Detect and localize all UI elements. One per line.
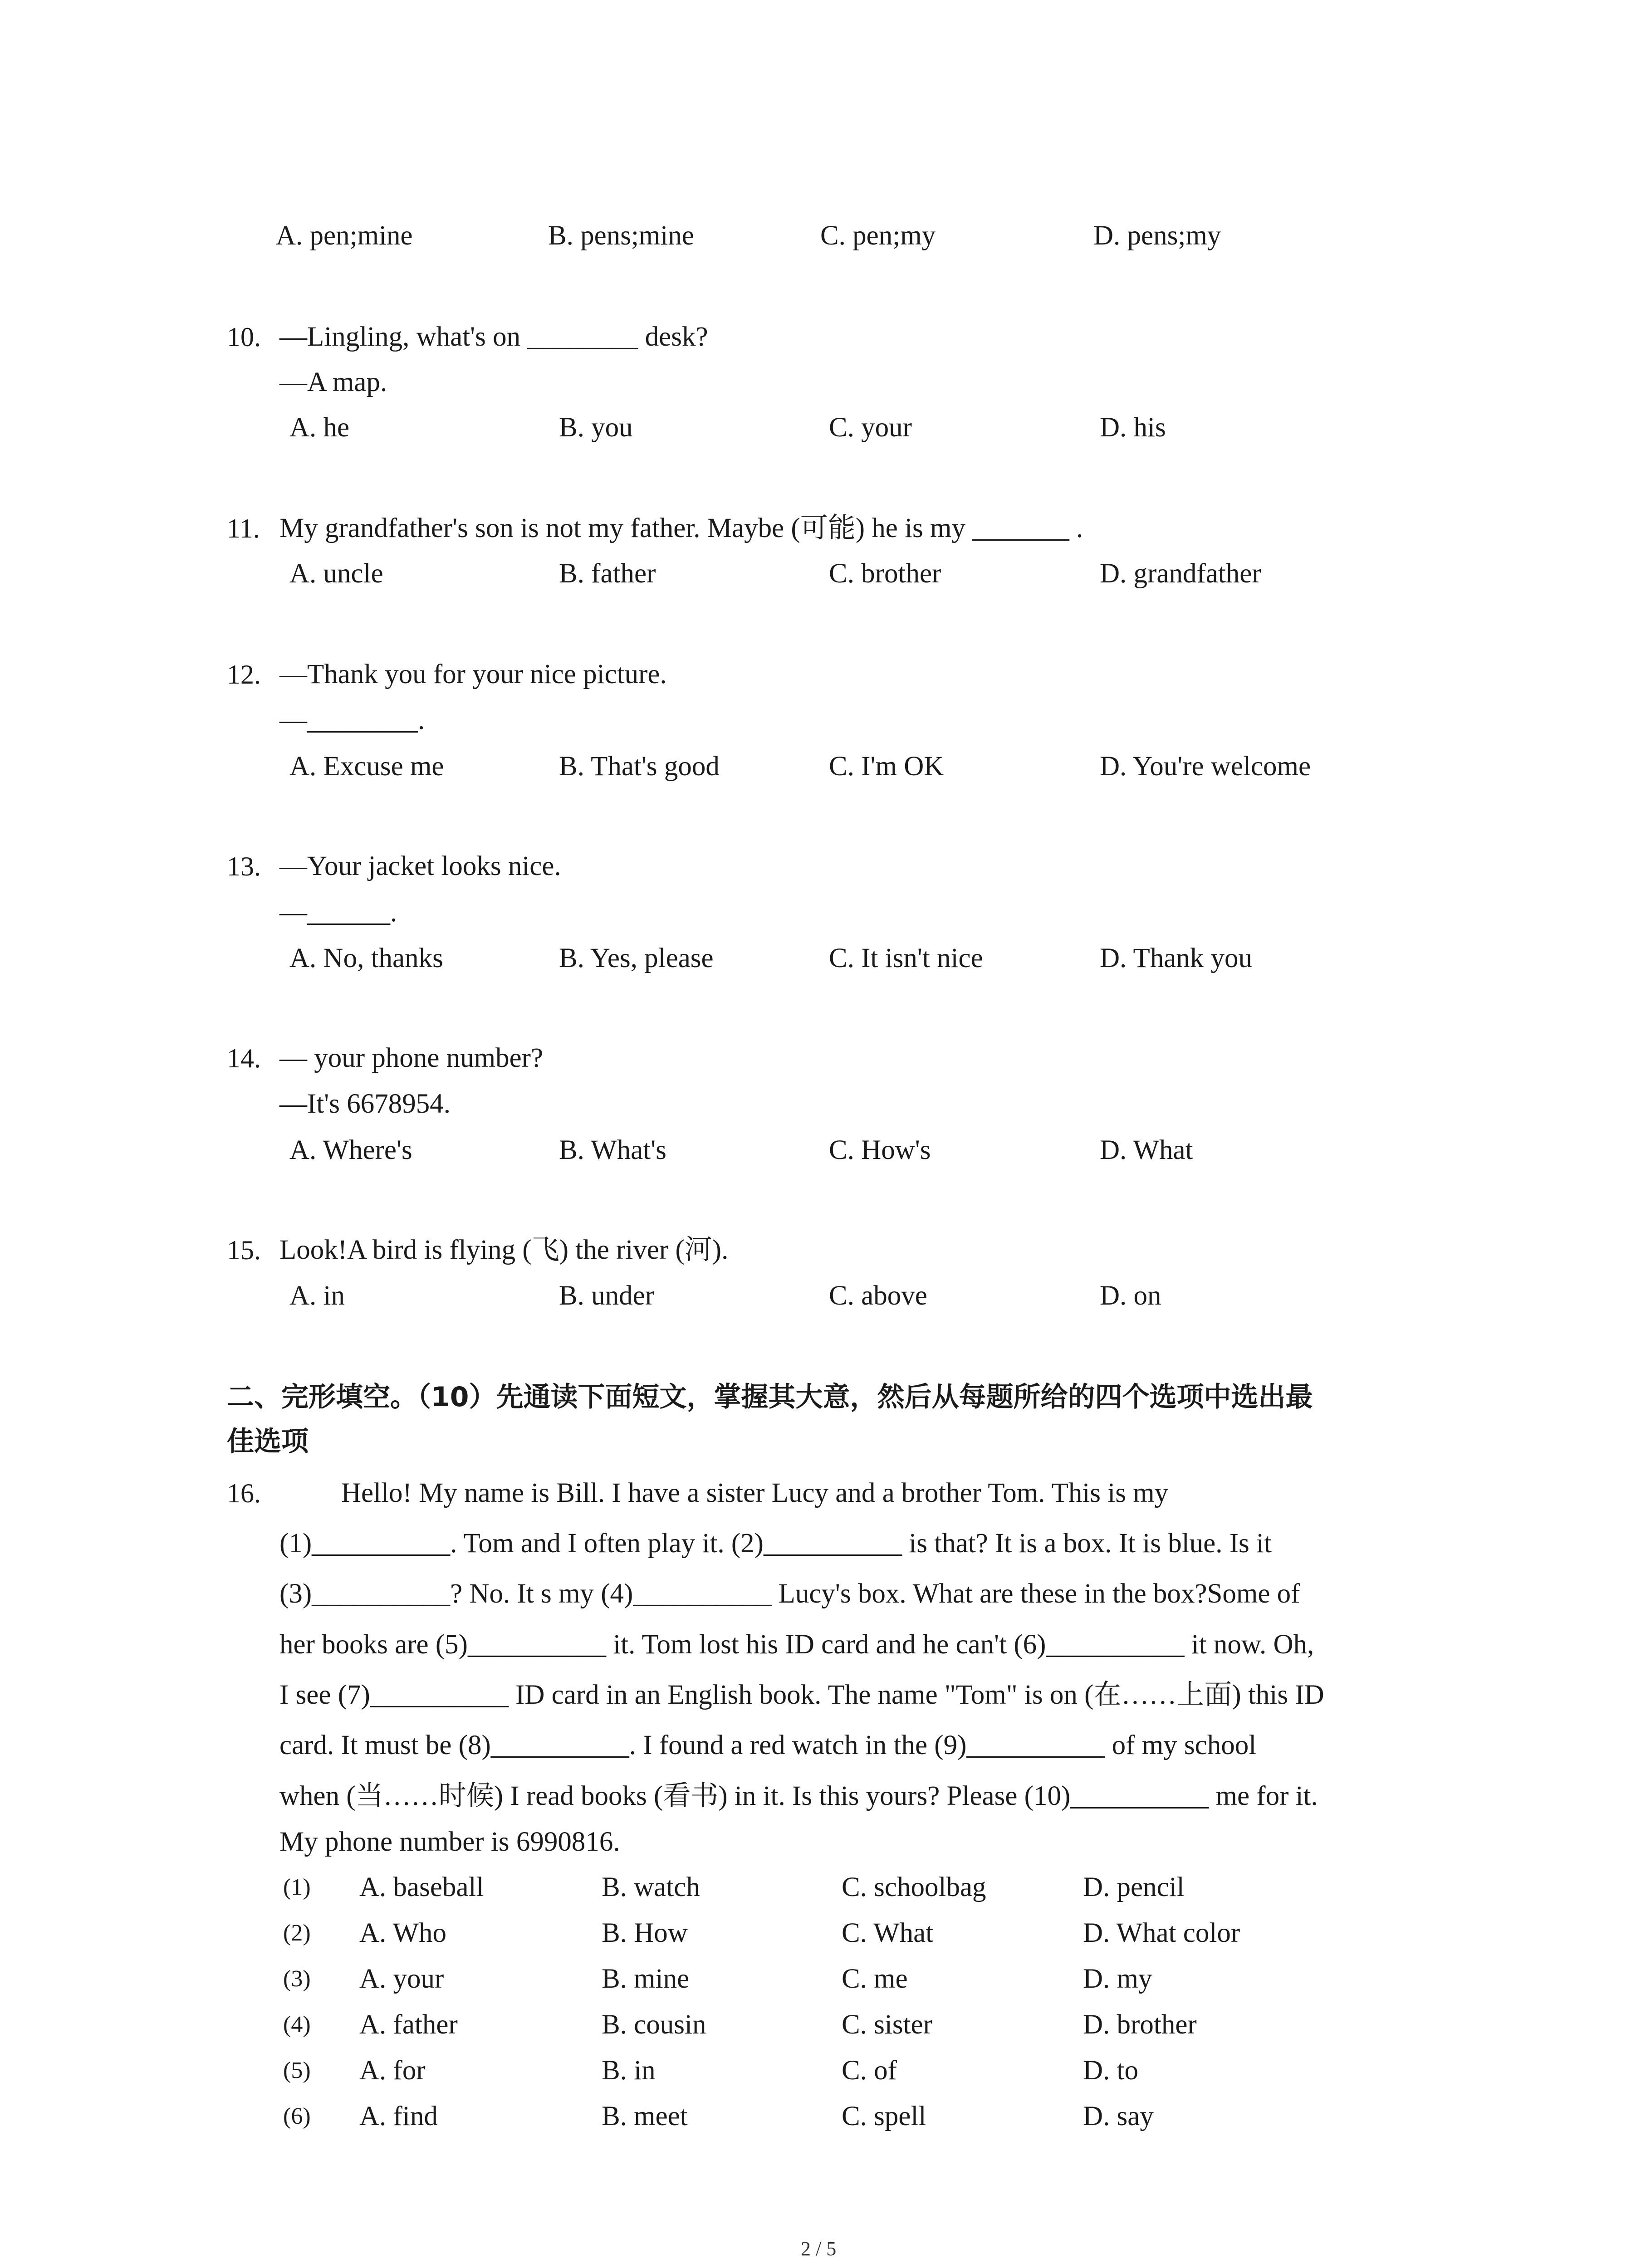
passage-line: Hello! My name is Bill. I have a sister Lucy and a brother Tom. This is my	[341, 1478, 1169, 1508]
question-stem: —Your jacket looks nice.	[279, 851, 561, 881]
option-d: D. on	[1100, 1281, 1161, 1311]
option-d: D. What	[1100, 1135, 1193, 1165]
question-stem: — your phone number?	[279, 1043, 544, 1073]
question-number: 15.	[227, 1235, 261, 1265]
q9-option-d: D. pens;my	[1093, 220, 1221, 251]
option-a: A. find	[359, 2101, 438, 2131]
option-c: C. above	[829, 1281, 927, 1311]
question-stem: Look!A bird is flying (飞) the river (河).	[279, 1235, 729, 1265]
option-c: C. brother	[829, 558, 941, 589]
item-number: (3)	[283, 1966, 311, 1992]
option-b: B. in	[602, 2055, 656, 2086]
option-b: B. under	[559, 1281, 655, 1311]
option-a: A. Where's	[289, 1135, 412, 1165]
item-number: (5)	[283, 2058, 311, 2083]
passage-line: (1)__________. Tom and I often play it. (2)__________ is that? It is a box. It is blue. Is it	[279, 1528, 1272, 1559]
option-a: A. for	[359, 2055, 426, 2086]
option-c: C. What	[842, 1918, 934, 1948]
question-number: 10.	[227, 322, 261, 352]
option-b: B. Yes, please	[559, 943, 714, 973]
option-d: D. You're welcome	[1100, 751, 1311, 782]
option-d: D. Thank you	[1100, 943, 1253, 973]
option-a: A. uncle	[289, 558, 383, 589]
answer-line: —________.	[279, 705, 425, 735]
page-number: 2 / 5	[801, 2238, 837, 2260]
section-heading-line-2: 佳选项	[227, 1426, 309, 1457]
option-a: A. Who	[359, 1918, 447, 1948]
option-a: A. Excuse me	[289, 751, 444, 782]
option-b: B. What's	[559, 1135, 666, 1165]
question-number: 13.	[227, 851, 261, 881]
passage-line: I see (7)__________ ID card in an English book. The name "Tom" is on (在……上面) this ID	[279, 1680, 1324, 1710]
option-b: B. How	[602, 1918, 688, 1948]
option-d: D. his	[1100, 412, 1166, 443]
option-d: D. to	[1083, 2055, 1138, 2086]
option-b: B. you	[559, 412, 633, 443]
passage-line: her books are (5)__________ it. Tom lost his ID card and he can't (6)__________ it now. Oh,	[279, 1629, 1314, 1660]
q9-option-b: B. pens;mine	[548, 220, 694, 251]
option-a: A. in	[289, 1281, 345, 1311]
passage-line: card. It must be (8)__________. I found a red watch in the (9)__________ of my school	[279, 1730, 1257, 1760]
question-stem: My grandfather's son is not my father. Maybe (可能) he is my _______ .	[279, 513, 1083, 543]
option-c: C. me	[842, 1964, 908, 1994]
option-c: C. How's	[829, 1135, 931, 1165]
option-d: D. say	[1083, 2101, 1154, 2131]
option-a: A. your	[359, 1964, 444, 1994]
answer-line: —It's 6678954.	[279, 1089, 451, 1119]
option-b: B. watch	[602, 1872, 700, 1902]
item-number: (1)	[283, 1874, 311, 1900]
question-number: 14.	[227, 1043, 261, 1073]
question-number: 16.	[227, 1478, 261, 1508]
answer-line: —A map.	[279, 367, 387, 397]
option-a: A. baseball	[359, 1872, 484, 1902]
passage-line: My phone number is 6990816.	[279, 1827, 620, 1857]
option-b: B. father	[559, 558, 656, 589]
answer-line: —______.	[279, 897, 397, 928]
item-number: (6)	[283, 2103, 311, 2129]
option-c: C. your	[829, 412, 912, 443]
question-number: 12.	[227, 660, 261, 689]
option-c: C. It isn't nice	[829, 943, 983, 973]
option-c: C. of	[842, 2055, 897, 2086]
option-b: B. cousin	[602, 2009, 706, 2040]
option-d: D. pencil	[1083, 1872, 1185, 1902]
q9-option-a: A. pen;mine	[276, 220, 413, 251]
item-number: (2)	[283, 1920, 311, 1946]
option-a: A. he	[289, 412, 350, 443]
question-number: 11.	[227, 513, 260, 543]
option-d: D. grandfather	[1100, 558, 1261, 589]
passage-line: when (当……时候) I read books (看书) in it. Is this yours? Please (10)__________ me for it.	[279, 1781, 1318, 1811]
option-c: C. schoolbag	[842, 1872, 986, 1902]
option-b: B. mine	[602, 1964, 690, 1994]
option-a: A. No, thanks	[289, 943, 443, 973]
option-b: B. That's good	[559, 751, 720, 782]
question-stem: —Thank you for your nice picture.	[279, 659, 667, 689]
q9-option-c: C. pen;my	[820, 220, 936, 251]
option-c: C. spell	[842, 2101, 926, 2131]
item-number: (4)	[283, 2012, 311, 2038]
option-b: B. meet	[602, 2101, 688, 2131]
passage-line: (3)__________? No. It s my (4)__________ Lucy's box. What are these in the box?Some of	[279, 1579, 1300, 1609]
option-c: C. I'm OK	[829, 751, 944, 782]
question-stem: —Lingling, what's on ________ desk?	[279, 322, 708, 352]
option-d: D. my	[1083, 1964, 1152, 1994]
section-heading-line-1: 二、完形填空。（10）先通读下面短文，掌握其大意，然后从每题所给的四个选项中选出最	[227, 1381, 1313, 1413]
option-d: D. What color	[1083, 1918, 1240, 1948]
option-d: D. brother	[1083, 2009, 1197, 2040]
option-a: A. father	[359, 2009, 458, 2040]
option-c: C. sister	[842, 2009, 932, 2040]
